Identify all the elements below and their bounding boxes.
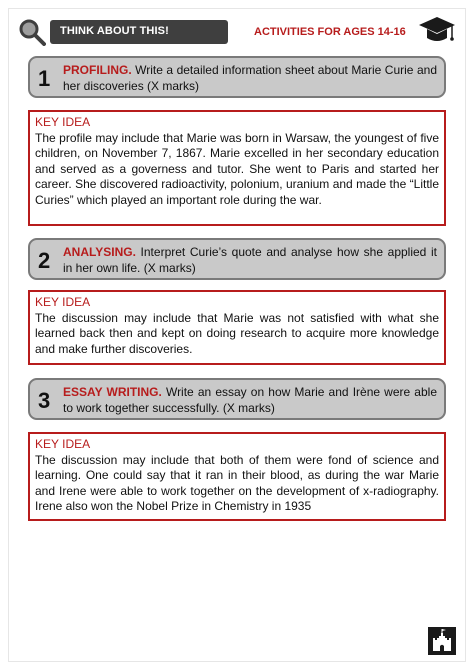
graduation-cap-icon	[418, 14, 456, 46]
magnifier-icon	[18, 18, 46, 46]
key-idea-box-2	[28, 290, 446, 365]
key-idea-title: KEY IDEA	[35, 295, 91, 309]
task-instructions	[63, 244, 437, 276]
task-description: Interpret Curie’s quote and analyse how she applied it in her own life. (X marks)	[63, 245, 437, 275]
task-card-essay-writing	[28, 378, 446, 420]
task-heading: ANALYSING.	[63, 245, 136, 259]
task-description: Write a detailed information sheet about Marie Curie and her discoveries (X marks)	[63, 63, 437, 93]
task-instructions	[63, 62, 437, 94]
key-idea-text: The discussion may include that both of them were fond of science and learning. One could say that it ran in their blood, as during the war Marie and Irene were able to work together on the development of x-radiography. Irene also won the Nobel Prize in Chemistry in 1935	[35, 452, 439, 514]
key-idea-title: KEY IDEA	[35, 437, 91, 451]
task-heading: ESSAY WRITING.	[63, 385, 162, 399]
task-instructions	[63, 384, 437, 416]
task-card-analysing	[28, 238, 446, 280]
key-idea-title: KEY IDEA	[35, 115, 91, 129]
think-about-this-banner: THINK ABOUT THIS!	[50, 20, 228, 44]
key-idea-box-3	[28, 432, 446, 521]
key-idea-box-1	[28, 110, 446, 226]
task-number: 3	[38, 388, 51, 413]
task-description: Write an essay on how Marie and Irène were able to work together successfully. (X marks)	[63, 385, 437, 415]
activities-ages-label: ACTIVITIES FOR AGES 14-16	[254, 26, 406, 38]
castle-icon	[428, 627, 456, 655]
task-card-profiling	[28, 56, 446, 98]
task-heading: PROFILING.	[63, 63, 132, 77]
key-idea-text: The discussion may include that Marie was not satisfied with what she learned back then and kept on doing research to acquire more knowledge and make further discoveries.	[35, 310, 439, 356]
key-idea-text: The profile may include that Marie was born in Warsaw, the youngest of five children, on November 7, 1867. Marie excelled in her secondary education and served as a governess and tutor. She went to Paris and started her career. She discovered radioactivity, polonium, uranium and made the “Little Curies” which played an important role during the war.	[35, 130, 439, 207]
task-number: 2	[38, 248, 51, 273]
task-number: 1	[38, 66, 51, 91]
